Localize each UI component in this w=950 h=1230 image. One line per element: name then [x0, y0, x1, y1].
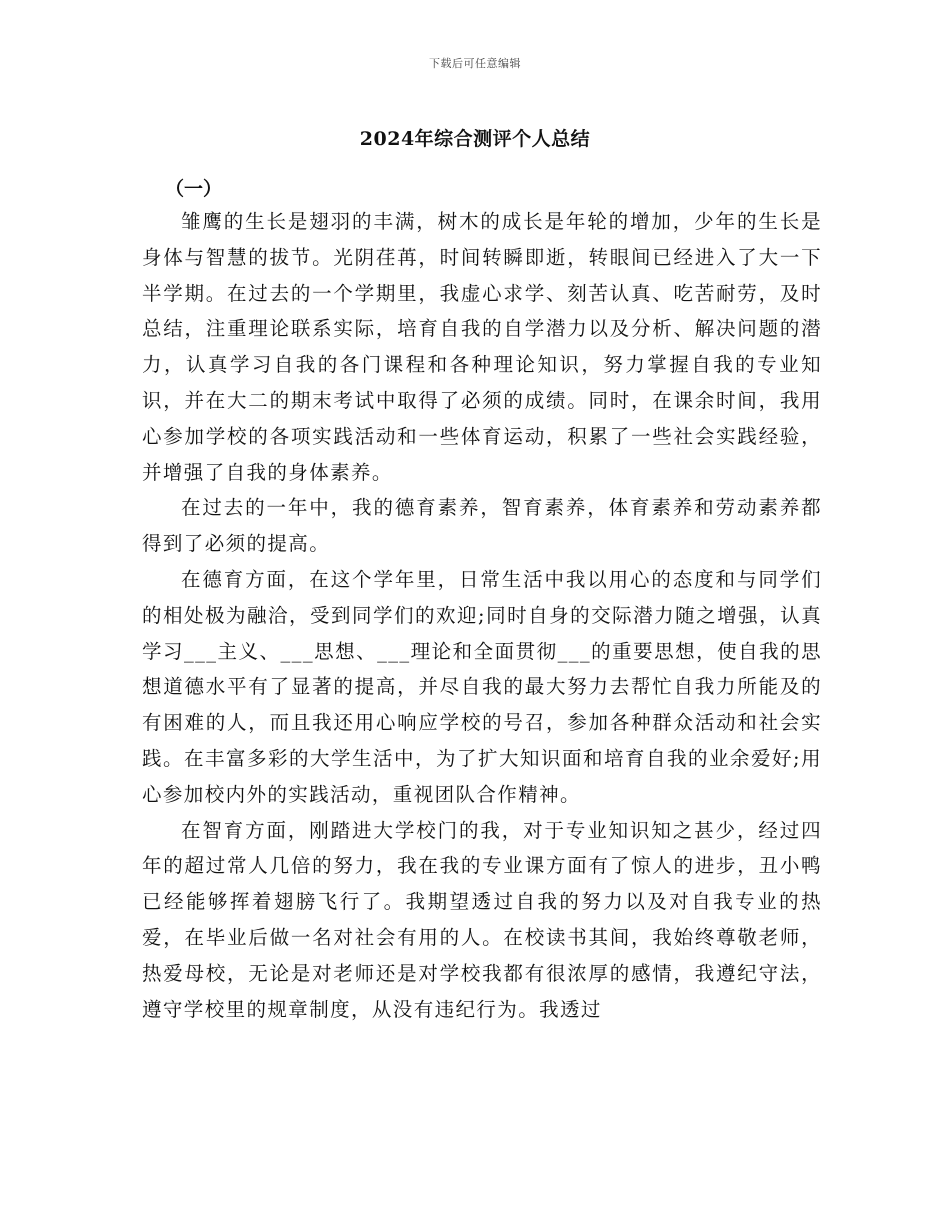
- paragraph-intellectual-education: 在智育方面，刚踏进大学校门的我，对于专业知识知之甚少，经过四年的超过常人几倍的努力，我在我的专业课方面有了惊人的进步，丑小鸭已经能够挥着翅膀飞行了。我期望透过自我的努力以及对自我专业的热爱，在毕业后做一名对社会有用的人。在校读书其间，我始终尊敬老师，热爱母校，无论是对老师还是对学校我都有很浓厚的感情，我遵纪守法，遵守学校里的规章制度，从没有违纪行为。我透过: [142, 818, 822, 1021]
- document-title: 2024年综合测评个人总结: [359, 128, 591, 150]
- paragraph-moral-education: 在德育方面，在这个学年里，日常生活中我以用心的态度和与同学们的相处极为融洽，受到同学们的欢迎;同时自身的交际潜力随之增强，认真学习___主义、___思想、___理论和全面贯彻___的重要思想，使自我的思想道德水平有了显著的提高，并尽自我的最大努力去帮忙自我力所能及的有困难的人，而且我还用心响应学校的号召，参加各种群众活动和社会实践。在丰富多彩的大学生活中，为了扩大知识面和培育自我的业余爱好;用心参加校内外的实践活动，重视团队合作精神。: [142, 567, 822, 806]
- header-note: 下载后可任意编辑: [429, 57, 521, 70]
- section-heading: （一）: [165, 178, 223, 200]
- paragraph-overview: 在过去的一年中，我的德育素养，智育素养，体育素养和劳动素养都得到了必须的提高。: [142, 496, 822, 556]
- paragraph-intro: 雏鹰的生长是翅羽的丰满，树木的成长是年轮的增加，少年的生长是身体与智慧的拔节。光阴荏苒，时间转瞬即逝，转眼间已经进入了大一下半学期。在过去的一个学期里，我虚心求学、刻苦认真、吃苦耐劳，及时总结，注重理论联系实际，培育自我的自学潜力以及分析、解决问题的潜力，认真学习自我的各门课程和各种理论知识，努力掌握自我的专业知识，并在大二的期末考试中取得了必须的成绩。同时，在课余时间，我用心参加学校的各项实践活动和一些体育运动，积累了一些社会实践经验，并增强了自我的身体素养。: [142, 210, 822, 484]
- document-body: [142, 204, 822, 1027]
